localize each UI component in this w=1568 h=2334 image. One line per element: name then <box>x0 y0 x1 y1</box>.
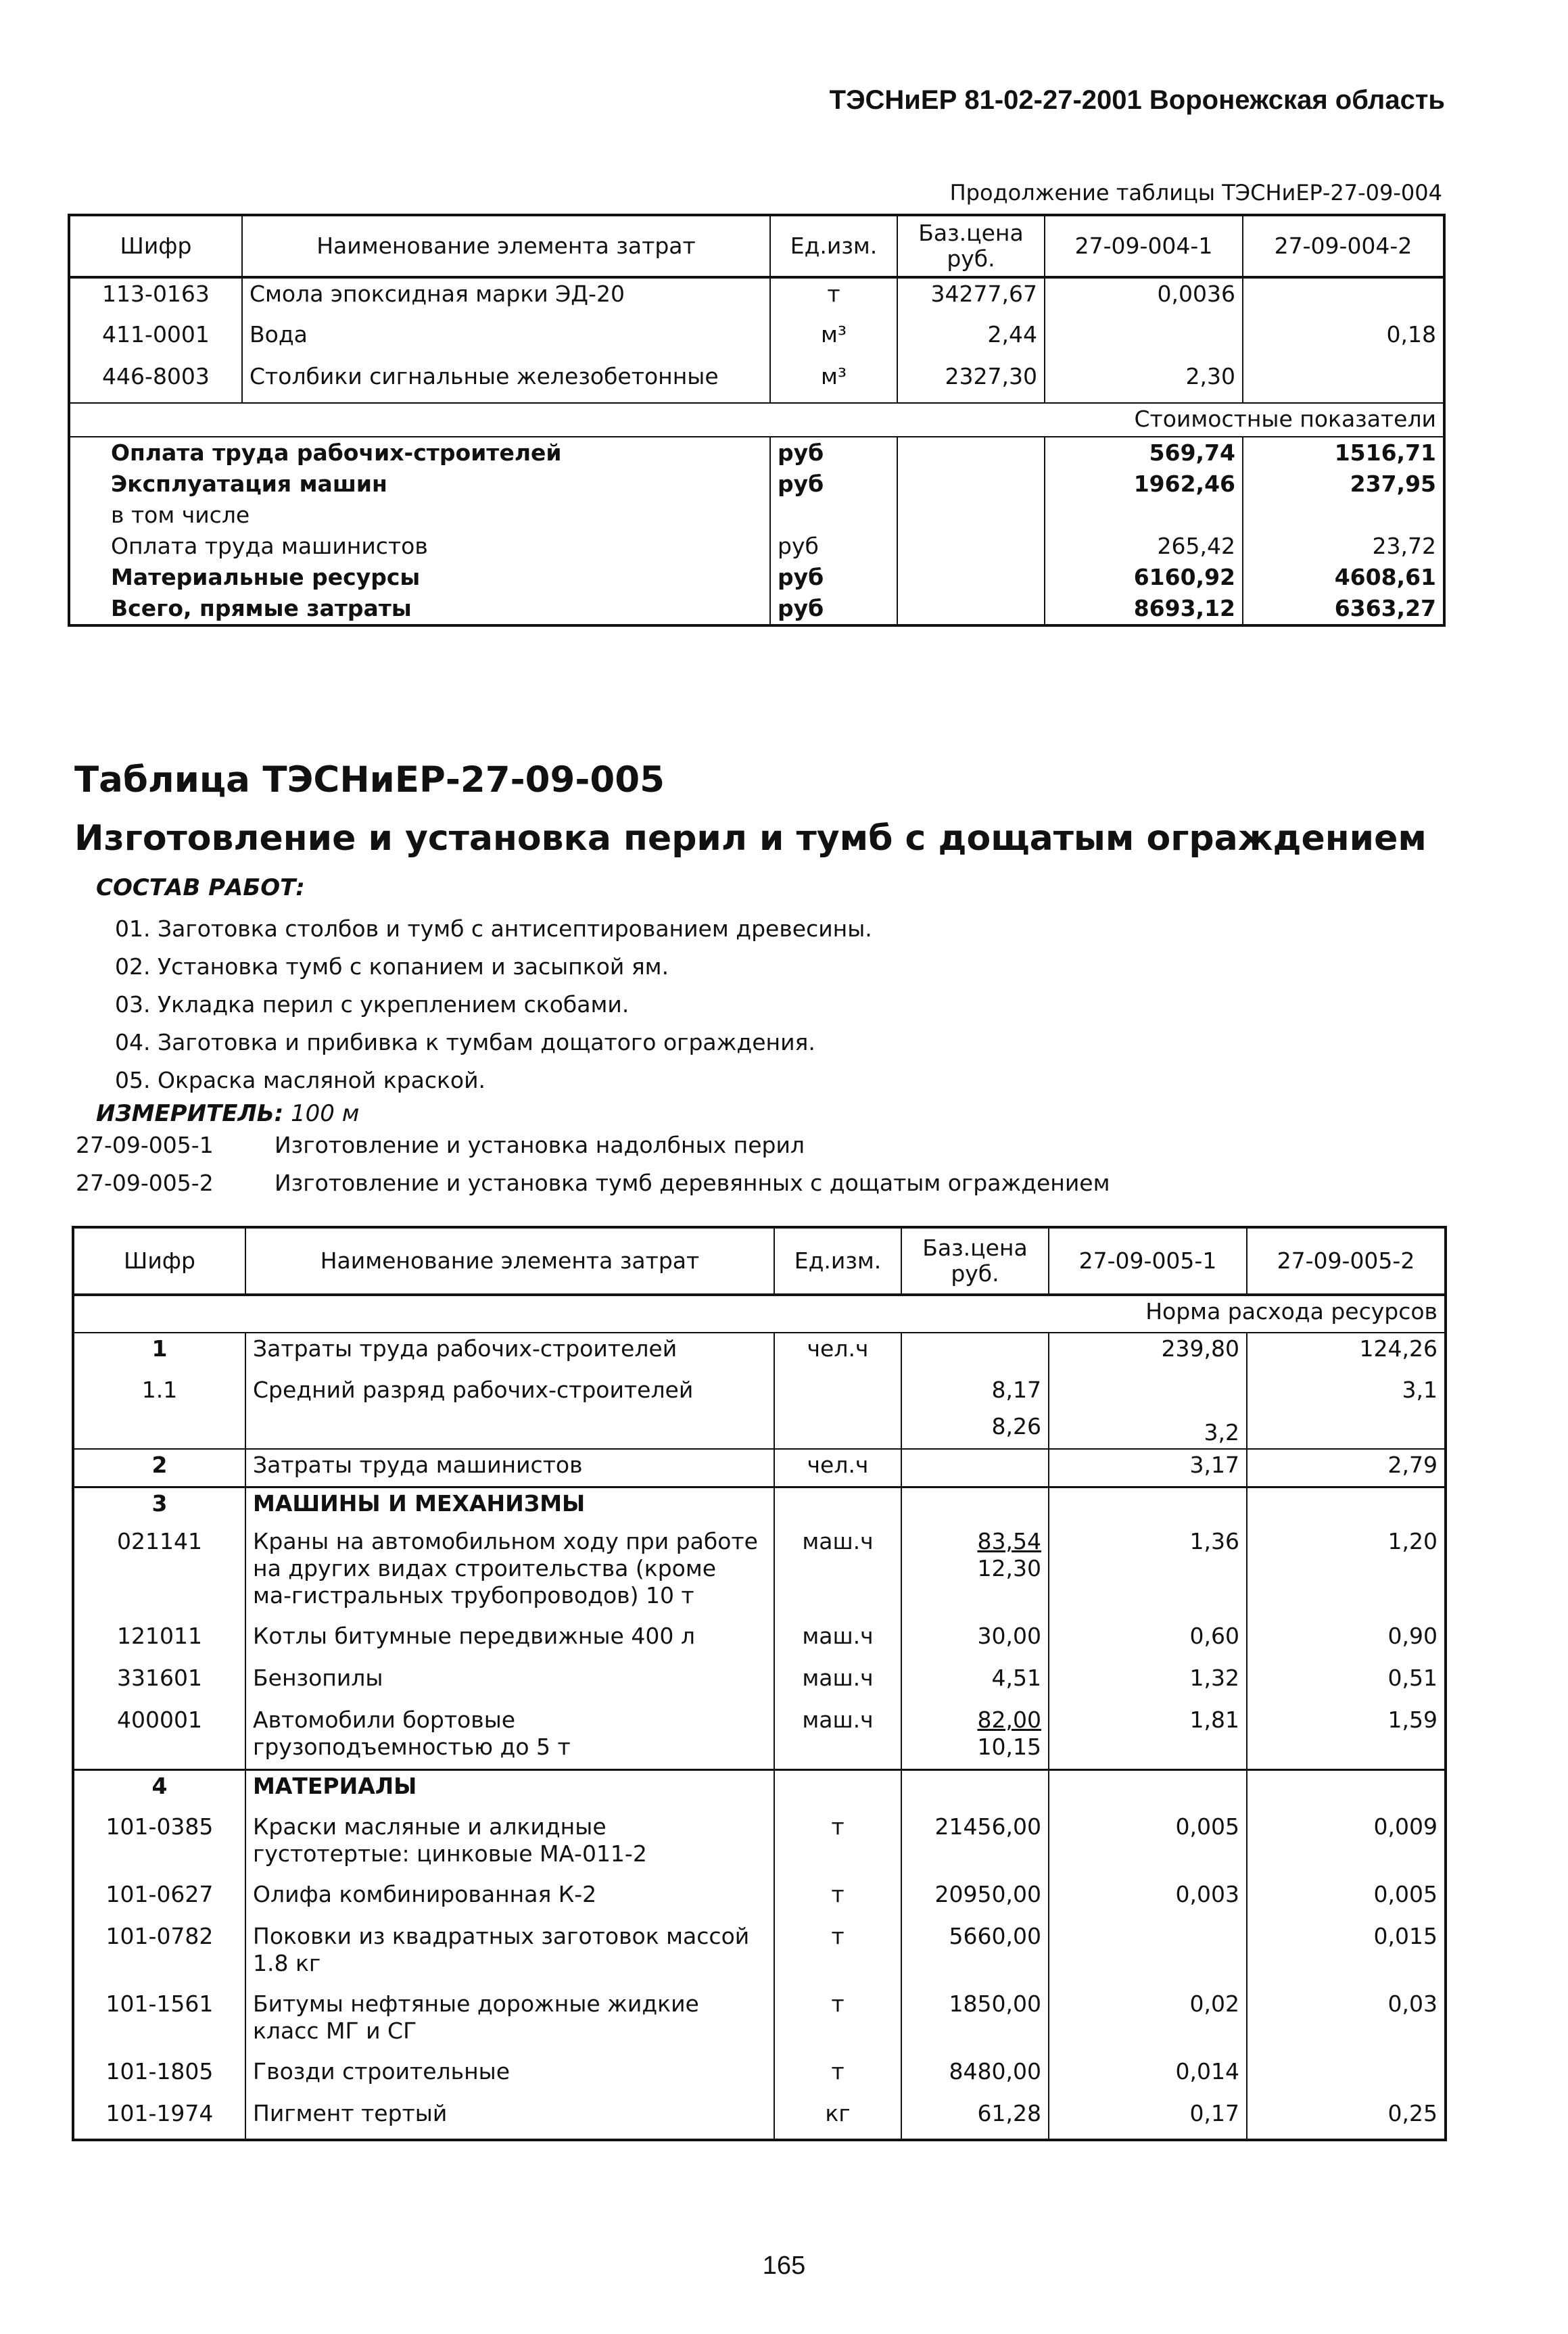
table-row <box>69 319 1444 361</box>
cell-value-1: 0,17 <box>1049 2098 1247 2140</box>
section-row <box>69 403 1444 437</box>
cell-value-1: 0,003 <box>1049 1879 1247 1921</box>
cell-value-2 <box>1247 1769 1446 1811</box>
table-row <box>73 1621 1446 1663</box>
rate-code: 27-09-005-2 <box>76 1170 214 1196</box>
table-id-heading: Таблица ТЭСНиЕР-27-09-005 <box>74 759 665 801</box>
cell-name: Поковки из квадратных заготовок массой 1.8 кг <box>245 1921 774 1988</box>
cell-code: 101-1974 <box>105 2100 214 2126</box>
rate-code-desc: Изготовление и установка надолбных перил <box>275 1132 805 1158</box>
col-header-name: Наименование элемента затрат <box>242 215 770 277</box>
cell-value-2: 0,009 <box>1247 1811 1446 1879</box>
col-header-name: Наименование элемента затрат <box>245 1227 774 1295</box>
works-list-item: 02. Установка тумб с копанием и засыпкой ям. <box>115 953 669 980</box>
rate-code-desc: Изготовление и установка тумб деревянных с дощатым ограждением <box>275 1170 1110 1196</box>
cost-row <box>69 562 1444 593</box>
table-row <box>73 1526 1446 1621</box>
cost-value-1: 6160,92 <box>1045 562 1243 593</box>
cell-code: 411-0001 <box>102 321 210 348</box>
cell-value-1: 3,17 <box>1049 1449 1247 1487</box>
cell-price: 4,51 <box>901 1663 1049 1705</box>
cell-unit: т <box>770 277 897 319</box>
cell-price: 20950,00 <box>901 1879 1049 1921</box>
table-row <box>73 1333 1446 1375</box>
col-header-rate-2: 27-09-005-2 <box>1247 1227 1446 1295</box>
table-row <box>73 1988 1446 2056</box>
cell-code: 021141 <box>117 1528 202 1554</box>
group-row <box>73 1769 1446 1811</box>
cell-code: 331601 <box>117 1665 202 1691</box>
cost-name: Материальные ресурсы <box>111 564 421 590</box>
col-header-price: Баз.цена руб. <box>901 1227 1049 1295</box>
cell-unit <box>774 1375 901 1449</box>
table-row <box>73 1663 1446 1705</box>
col-header-code: Шифр <box>73 1227 245 1295</box>
cell-price: 2,44 <box>897 319 1045 361</box>
cell-value-1 <box>1049 1769 1247 1811</box>
cell-price: 21456,00 <box>901 1811 1049 1879</box>
table-row <box>73 1879 1446 1921</box>
cell-unit: т <box>774 2056 901 2098</box>
cell-price: 2327,30 <box>897 361 1045 403</box>
cell-value-1: 2,30 <box>1045 361 1243 403</box>
cost-value-1: 265,42 <box>1045 531 1243 562</box>
cell-name: Смола эпоксидная марки ЭД-20 <box>242 277 770 319</box>
cell-unit <box>774 1769 901 1811</box>
table-row <box>73 1375 1446 1449</box>
cell-unit: м³ <box>770 319 897 361</box>
cell-value-2: 0,015 <box>1247 1921 1446 1988</box>
cell-code: 1.1 <box>141 1377 178 1403</box>
col-header-unit: Ед.изм. <box>774 1227 901 1295</box>
cost-unit <box>770 500 897 531</box>
cell-unit: маш.ч <box>774 1526 901 1621</box>
cell-name: Бензопилы <box>245 1663 774 1705</box>
table-row <box>73 2098 1446 2140</box>
cell-value-1: 239,80 <box>1049 1333 1247 1375</box>
cell-price <box>901 1487 1049 1526</box>
cell-value-2: 2,79 <box>1247 1449 1446 1487</box>
table-row <box>73 2056 1446 2098</box>
table-row <box>73 1921 1446 1988</box>
works-list-item: 05. Окраска масляной краской. <box>115 1067 486 1093</box>
works-list-item: 04. Заготовка и прибивка к тумбам дощатого ограждения. <box>115 1029 815 1055</box>
cell-name: Котлы битумные передвижные 400 л <box>245 1621 774 1663</box>
cell-unit <box>774 1487 901 1526</box>
table-name-heading: Изготовление и установка перил и тумб с дощатым ограждением <box>74 818 1427 859</box>
cost-empty <box>897 531 1045 562</box>
cost-empty <box>897 500 1045 531</box>
cost-value-1: 1962,46 <box>1045 469 1243 500</box>
cell-code: 101-1805 <box>105 2058 214 2085</box>
table-row <box>73 1705 1446 1769</box>
works-list <box>115 910 872 1099</box>
price-value-a: 8,17 <box>991 1377 1041 1403</box>
group-title: МАШИНЫ И МЕХАНИЗМЫ <box>245 1487 774 1526</box>
cell-name: Вода <box>242 319 770 361</box>
cell-value-2: 1,20 <box>1247 1526 1446 1621</box>
cell-price: 34277,67 <box>897 277 1045 319</box>
cell-name: Столбики сигнальные железобетонные <box>242 361 770 403</box>
cell-price <box>901 1769 1049 1811</box>
cell-value-2: 0,51 <box>1247 1663 1446 1705</box>
rate-code-item <box>76 1126 1110 1164</box>
rate-code-item <box>76 1164 1110 1202</box>
cost-empty <box>897 469 1045 500</box>
page-number: 165 <box>762 2252 806 2280</box>
cell-value-2 <box>1243 361 1444 403</box>
cell-name: Затраты труда рабочих-строителей <box>245 1333 774 1375</box>
cost-name: в том числе <box>111 502 250 528</box>
cell-value-2: 0,03 <box>1247 1988 1446 2056</box>
col-header-rate-1: 27-09-005-1 <box>1049 1227 1247 1295</box>
running-header: ТЭСНиЕР 81-02-27-2001 Воронежская область <box>829 85 1445 115</box>
cell-name: Гвозди строительные <box>245 2056 774 2098</box>
cell-code: 3 <box>73 1487 245 1526</box>
cell-code: 446-8003 <box>102 363 210 389</box>
cell-value-2: 3,1 <box>1247 1375 1446 1449</box>
price-value-a: 82,00 <box>977 1707 1041 1733</box>
cell-value-2: 1,59 <box>1247 1705 1446 1769</box>
cost-value-2 <box>1243 500 1444 531</box>
cell-value-1: 0,60 <box>1049 1621 1247 1663</box>
cell-code: 400001 <box>117 1707 202 1733</box>
table-row <box>69 361 1444 403</box>
cell-unit: т <box>774 1988 901 2056</box>
measure-label: ИЗМЕРИТЕЛЬ: <box>96 1100 284 1127</box>
price-value-a: 83,54 <box>977 1528 1041 1554</box>
cell-unit: маш.ч <box>774 1621 901 1663</box>
cost-name: Эксплуатация машин <box>111 471 387 497</box>
cell-unit: маш.ч <box>774 1705 901 1769</box>
cost-empty <box>897 437 1045 469</box>
cost-unit: руб <box>770 593 897 625</box>
cost-value-2: 23,72 <box>1243 531 1444 562</box>
cell-price: 61,28 <box>901 2098 1049 2140</box>
works-list-item: 01. Заготовка столбов и тумб с антисептированием древесины. <box>115 915 872 942</box>
cell-value-1: 1,81 <box>1049 1705 1247 1769</box>
cost-name: Всего, прямые затраты <box>111 595 412 621</box>
cell-name: Краски масляные и алкидные густотертые: цинковые МА-011-2 <box>245 1811 774 1879</box>
table-header-row <box>73 1227 1446 1295</box>
cell-value-1: 0,005 <box>1049 1811 1247 1879</box>
cell-value-1 <box>1049 1921 1247 1988</box>
cell-unit: чел.ч <box>774 1449 901 1487</box>
rate-code: 27-09-005-1 <box>76 1132 214 1158</box>
cell-price <box>901 1333 1049 1375</box>
price-value-b: 10,15 <box>977 1734 1041 1760</box>
cell-code: 2 <box>73 1449 245 1487</box>
col-header-unit: Ед.изм. <box>770 215 897 277</box>
cell-name: Затраты труда машинистов <box>245 1449 774 1487</box>
cell-name: Краны на автомобильном ходу при работе на других видах строительства (кроме ма-гистральных трубопроводов) 10 т <box>245 1526 774 1621</box>
resource-table-27-09-005 <box>72 1226 1447 2141</box>
measure-line <box>96 1100 359 1127</box>
cell-unit: т <box>774 1921 901 1988</box>
cell-code: 4 <box>73 1769 245 1811</box>
cell-code: 101-0782 <box>105 1923 214 1949</box>
cost-row <box>69 469 1444 500</box>
cost-name: Оплата труда машинистов <box>111 533 428 559</box>
cell-value-2 <box>1243 277 1444 319</box>
section-title: Стоимостные показатели <box>69 403 1444 437</box>
cell-name: Олифа комбинированная К-2 <box>245 1879 774 1921</box>
cell-value-1 <box>1045 319 1243 361</box>
cost-table-27-09-004 <box>68 214 1446 627</box>
cell-value-1: 3,2 <box>1049 1375 1247 1449</box>
cell-value-2 <box>1247 1487 1446 1526</box>
cost-unit: руб <box>770 469 897 500</box>
cell-price: 5660,00 <box>901 1921 1049 1988</box>
cell-unit: т <box>774 1879 901 1921</box>
table-row <box>69 277 1444 319</box>
table-continuation-caption: Продолжение таблицы ТЭСНиЕР-27-09-004 <box>949 180 1442 206</box>
cell-unit: м³ <box>770 361 897 403</box>
cell-code: 121011 <box>117 1623 202 1649</box>
cost-row <box>69 500 1444 531</box>
cost-value-2: 1516,71 <box>1243 437 1444 469</box>
cost-value-1 <box>1045 500 1243 531</box>
cell-code: 101-0627 <box>105 1881 214 1907</box>
cell-name: Битумы нефтяные дорожные жидкие класс МГ и СГ <box>245 1988 774 2056</box>
col-header-price: Баз.цена руб. <box>897 215 1045 277</box>
cost-empty <box>897 562 1045 593</box>
cell-value-2: 0,18 <box>1243 319 1444 361</box>
cell-value-2: 0,25 <box>1247 2098 1446 2140</box>
cell-price <box>901 1449 1049 1487</box>
col-header-rate-2: 27-09-004-2 <box>1243 215 1444 277</box>
cell-code: 113-0163 <box>102 281 210 307</box>
cell-value-2: 0,005 <box>1247 1879 1446 1921</box>
table-header-row <box>69 215 1444 277</box>
cell-price <box>901 1705 1049 1769</box>
cost-value-2: 237,95 <box>1243 469 1444 500</box>
cell-price <box>901 1526 1049 1621</box>
cost-empty <box>897 593 1045 625</box>
cell-price: 8480,00 <box>901 2056 1049 2098</box>
cell-price: 1850,00 <box>901 1988 1049 2056</box>
cell-name: Автомобили бортовые грузоподъемностью до 5 т <box>245 1705 774 1769</box>
cost-name: Оплата труда рабочих-строителей <box>111 439 562 466</box>
cell-name: Средний разряд рабочих-строителей <box>245 1375 774 1449</box>
cost-row <box>69 437 1444 469</box>
cost-row <box>69 531 1444 562</box>
price-value-b: 8,26 <box>991 1413 1041 1439</box>
table-row <box>73 1449 1446 1487</box>
cell-code: 101-0385 <box>105 1813 214 1840</box>
cell-value-2 <box>1247 2056 1446 2098</box>
cell-price: 30,00 <box>901 1621 1049 1663</box>
cost-unit: руб <box>770 531 897 562</box>
group-row <box>73 1487 1446 1526</box>
cell-price <box>901 1375 1049 1449</box>
cell-value-1: 1,36 <box>1049 1526 1247 1621</box>
works-list-item: 03. Укладка перил с укреплением скобами. <box>115 991 629 1018</box>
cost-row <box>69 593 1444 625</box>
section-title: Норма расхода ресурсов <box>73 1295 1446 1333</box>
cell-value-1: 0,0036 <box>1045 277 1243 319</box>
cell-code: 1 <box>151 1335 168 1362</box>
rate-codes-list <box>76 1126 1110 1202</box>
cost-unit: руб <box>770 562 897 593</box>
cell-code: 101-1561 <box>105 1991 214 2017</box>
cell-value-2: 0,90 <box>1247 1621 1446 1663</box>
group-title: МАТЕРИАЛЫ <box>245 1769 774 1811</box>
cost-value-1: 569,74 <box>1045 437 1243 469</box>
cell-unit: кг <box>774 2098 901 2140</box>
cell-unit: маш.ч <box>774 1663 901 1705</box>
cell-value-1: 0,014 <box>1049 2056 1247 2098</box>
cell-value-2: 124,26 <box>1247 1333 1446 1375</box>
col-header-code: Шифр <box>69 215 242 277</box>
cost-unit: руб <box>770 437 897 469</box>
cost-value-2: 6363,27 <box>1243 593 1444 625</box>
section-row <box>73 1295 1446 1333</box>
cost-value-1: 8693,12 <box>1045 593 1243 625</box>
cell-unit: чел.ч <box>774 1333 901 1375</box>
cell-name: Пигмент тертый <box>245 2098 774 2140</box>
price-value-b: 12,30 <box>977 1555 1041 1581</box>
col-header-rate-1: 27-09-004-1 <box>1045 215 1243 277</box>
cell-value-1: 1,32 <box>1049 1663 1247 1705</box>
cell-value-1 <box>1049 1487 1247 1526</box>
cell-unit: т <box>774 1811 901 1879</box>
composition-heading: СОСТАВ РАБОТ: <box>96 874 305 901</box>
cell-value-1: 0,02 <box>1049 1988 1247 2056</box>
cost-value-2: 4608,61 <box>1243 562 1444 593</box>
measure-value: 100 м <box>291 1100 360 1127</box>
table-row <box>73 1811 1446 1879</box>
